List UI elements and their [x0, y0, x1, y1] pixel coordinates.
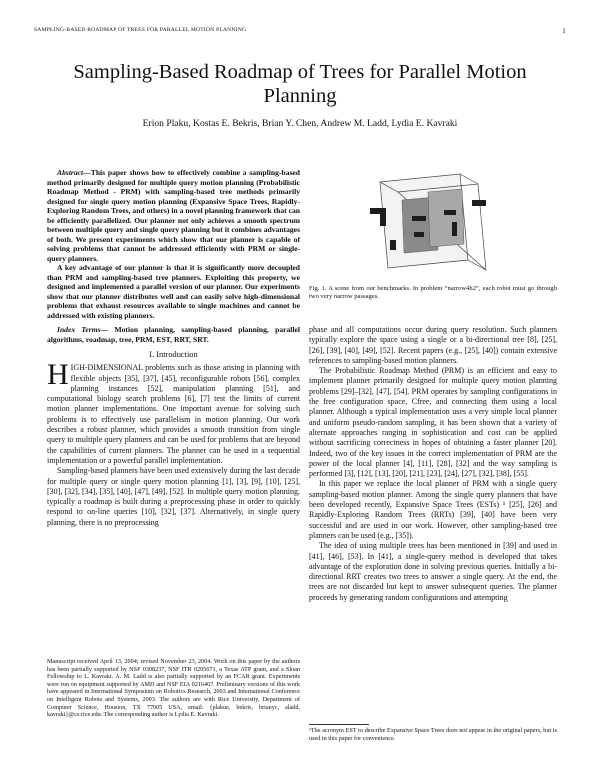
- section-heading-introduction: I. Introduction: [149, 350, 198, 359]
- right-paragraph-4: The idea of using multiple trees has been mentioned in [39] and used in [41], [46], [53]. In [41], a single-query method is developed that takes advantage of the exploration done in solving previous queries. Initially a bi-directional RRT creates two trees to answer a single query. At the end, the trees are not discarded but kept to answer subsequent queries. The planner proceeds by generating random configurations and attempting: [309, 541, 557, 602]
- left-column: [47, 168, 300, 528]
- index-terms-label: Index Terms: [57, 325, 101, 334]
- intro-p1-text: IGH-DIMENSIONAL problems such as those arising in planning with flexible objects [35], [37], [45], reconfigurable robots [56], complex planning instances [52], manipulation planning [51], and computational biology search problems [6], [7] test the limits of current motion planner implementations. One important avenue for solving such problems is to effectively use parallelism in motion planning. Our work describes a robust planner, which provides a smooth transition from single query to multiple query planners and can be used for problems that are beyond the capabilities of current planners. The planner can be used in a sequential implementation or a powerful parallel implementation.: [47, 363, 300, 465]
- running-header: [34, 27, 566, 33]
- page-number: 1: [562, 27, 566, 35]
- right-column: [309, 325, 557, 603]
- index-terms-text: — Motion planning, sampling-based planning, parallel algorithms, roadmap, tree, PRM, EST, RRT, SRT.: [47, 325, 301, 344]
- drop-cap: H: [47, 358, 69, 392]
- right-paragraph-2: The Probabilistic Roadmap Method (PRM) is an efficient and easy to implement planner primarily designed for multiple query motion planning problems [29]–[32], [47], [54]. PRM operates by sampling configurations in the free configuration space, Cfree, and connecting them using a local planner. Although a typical implementation uses a very simple local planner and uniform pseudo-random sampling, it has been shown that a variety of alternate approaches ranging in sophistication and cost can be applied without sacrificing correctness in hopes of obtaining a faster planner [20]. Indeed, two of the key issues in the correct implementation of PRM are the power of the local planner [4], [11], [28], [32] and the way sampling is performed [3], [12], [13], [20], [21], [23], [24], [27], [32], [38], [55].: [309, 366, 557, 479]
- figure-caption: Fig. 1. A scene from our benchmarks. In problem “narrow4h2”, each robot must go through two very narrow passages.: [309, 285, 557, 300]
- intro-paragraph-1: [47, 358, 300, 466]
- abstract-p2: A key advantage of our planner is that it is significantly more decoupled than PRM and sampling-based tree planners. Exploiting this property, we designed and implemented a parallel version of our planner. Our experiments show that our planner distributes well and can easily solve high-dimensional problems that exhaust resources available to single machines and cannot be addressed with existing planners.: [47, 263, 300, 320]
- right-paragraph-3: In this paper we replace the local planner of PRM with a single query sampling-based motion planner. Among the single query planners that have been developed recently, Expansive Space Trees (ESTs) ¹ [25], [26] and Rapidly-Exploring Random Trees (RRTs) [39], [40] have been very successful and are used in our work. However, other sampling-based tree planners can be used (e.g., [35]).: [309, 479, 557, 540]
- abstract-label: Abstract: [57, 168, 84, 177]
- benchmark-scene-image: [350, 170, 510, 272]
- footnote-right-block: [309, 720, 557, 742]
- footnote-left: Manuscript received April 13, 2004; revised November 23, 2004. Work on this paper by the authors has been partially supported by NSF 0308237, NSF ITR 0205671, a Texas ATP grant, and a Sloan Fellowship to L. Kavraki. A. M. Ladd is also partially supported by an FCAR grant. Experiments were run on equipment supported by AMD and NSF EIA 0216467. Preliminary versions of this work have appeared in International Symposium on Robotics Research, 2003 and International Conference on Intelligent Robots and Systems, 2003. The authors are with Rice University, Department of Computer Science, Houston, TX 77005 USA, email: {plakue, bekris, brianyc, aladd, kavraki}@cs.rice.edu. The corresponding author is Lydia E. Kavraki.: [47, 658, 300, 719]
- footnote-right: ¹The acronym EST to describe Expansive Space Trees does not appear in the original papers, but is used in this paper for convenience.: [309, 727, 557, 742]
- index-terms: [47, 325, 300, 344]
- figure-1: [350, 170, 510, 272]
- paper-title: Sampling-Based Roadmap of Trees for Parallel Motion Planning: [73, 61, 527, 107]
- author-list: Erion Plaku, Kostas E. Bekris, Brian Y. Chen, Andrew M. Ladd, Lydia E. Kavraki: [142, 118, 458, 129]
- footnote-rule: [309, 724, 369, 725]
- abstract-p1: —This paper shows how to effectively combine a sampling-based method primarily designed for multiple query motion planning (Probabilistic Roadmap Method - PRM) with sampling-based tree methods primarily designed for single query motion planning (Expansive Space Trees, Rapidly-Exploring Random Trees, and others) in a novel planning framework that can be efficiently parallelized. Our planner not only achieves a smooth spectrum between multiple query and single query planning but it combines advantages of both. We present experiments which show that our planner is capable of solving problems that cannot be addressed efficiently with PRM or single-query planners.: [47, 168, 300, 263]
- intro-paragraph-2: Sampling-based planners have been used extensively during the last decade for multiple query or single query motion planning [1], [3], [9], [10], [25], [30], [32], [34], [35], [40], [47], [49], [52]. In multiple query motion planning, typically a roadmap is built during a preprocessing phase in order to quickly respond to on-line queries [10], [32], [37]. Alternatively, in single query planning, there is no preprocessing: [47, 466, 300, 527]
- running-title: SAMPLING-BASED ROADMAP OF TREES FOR PARALLEL MOTION PLANNING: [34, 27, 247, 33]
- abstract: [47, 168, 300, 263]
- right-paragraph-1: phase and all computations occur during query resolution. Such planners typically explore the space using a single or a bi-directional tree [8], [25], [26], [39], [40], [49], [52]. Recent papers (e.g., [25], [40]) contain extensive references to sampling-based motion planners.: [309, 325, 557, 365]
